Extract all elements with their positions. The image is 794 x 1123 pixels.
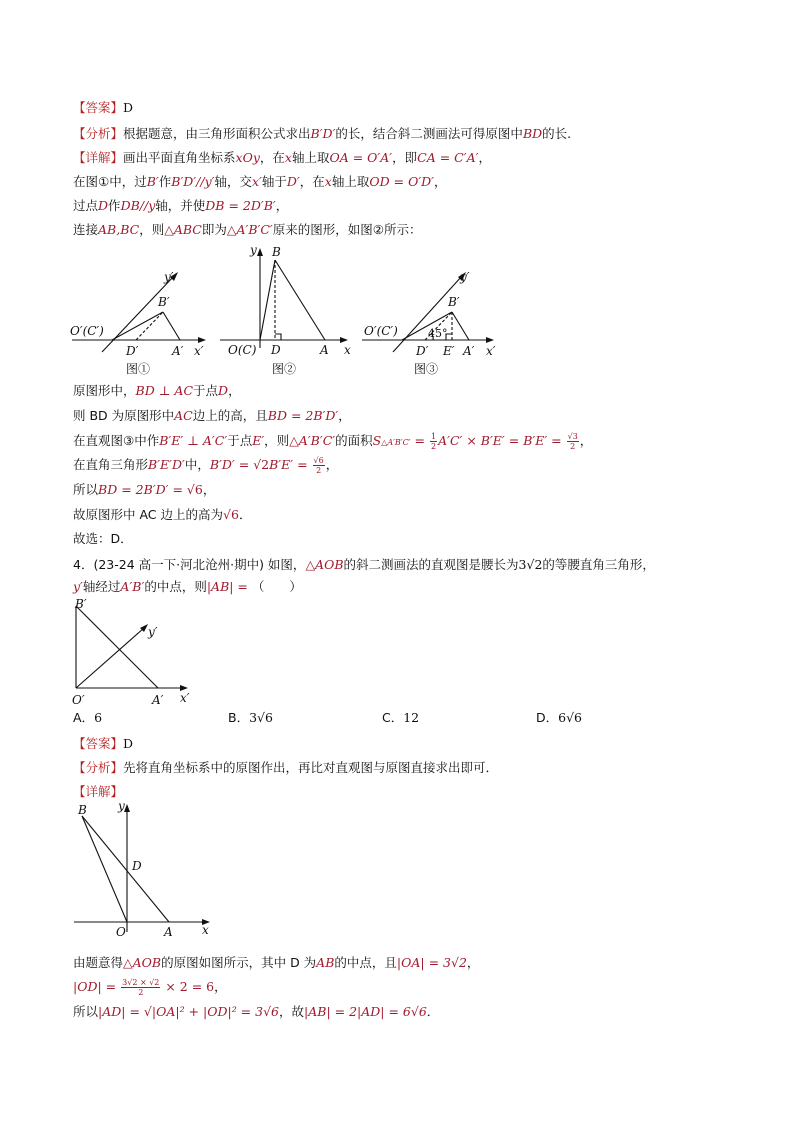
text: ， — [202, 482, 216, 497]
text: 的面积 — [335, 433, 373, 448]
text: ，在 — [299, 174, 325, 189]
math: |OA| = 3√2 — [396, 955, 467, 970]
math: △AOB — [123, 955, 162, 970]
numerator: 1 — [431, 432, 437, 441]
math: BD ⊥ AC — [135, 383, 194, 398]
side-ba — [452, 312, 469, 340]
math: △ABC — [164, 222, 202, 237]
text: ． — [426, 1004, 440, 1019]
text: 则 BD 为原图形中 — [73, 408, 175, 423]
fig1-label-o: O′(C′) — [70, 324, 104, 338]
text: ， — [338, 408, 351, 423]
q4-answer-line — [73, 736, 133, 752]
text: 轴经过 — [82, 579, 121, 594]
y-axis — [102, 276, 174, 352]
math: |OD| = — [73, 979, 121, 994]
fig2-label-x: x — [344, 343, 351, 357]
text: 的原图如图所示，其中 D 为 — [161, 955, 317, 970]
text: 故选：D． — [73, 531, 133, 546]
choice-d — [536, 710, 582, 726]
text: 过点 — [73, 198, 99, 213]
text: 在直角三角形 — [73, 457, 149, 472]
side-bo — [82, 816, 127, 922]
text: 轴于 — [261, 174, 287, 189]
text: 作 — [108, 198, 121, 213]
fig2-label-b: B — [272, 245, 281, 259]
fig3-label-o: O′(C′) — [364, 324, 398, 338]
math: AC — [174, 408, 193, 423]
figure-2 — [220, 248, 348, 348]
q3-reason-line-5 — [73, 482, 215, 498]
math: B′D′//y′ — [171, 174, 215, 189]
math: BD = 2B′D′ — [267, 408, 339, 423]
math: BD = 2B′D′ = — [98, 482, 187, 497]
q3-reason-line-4 — [73, 456, 338, 475]
fig-label-x: x — [202, 923, 209, 937]
side-cb — [112, 312, 163, 340]
math: |AB| = — [206, 579, 252, 594]
fig3-caption: 图③ — [414, 362, 439, 376]
choice-b — [228, 710, 273, 726]
fig1-label-y: y′ — [164, 270, 174, 284]
text: ，则 — [139, 222, 165, 237]
side-cb — [260, 260, 275, 340]
text: 中， — [184, 457, 210, 472]
text: （ ） — [251, 579, 302, 594]
x-arrow-icon — [486, 337, 494, 343]
q4-analysis-line — [73, 760, 498, 776]
text: 原图形中， — [73, 383, 136, 398]
math: x — [324, 174, 332, 189]
math-subscript: △A′B′C′ — [381, 438, 411, 447]
fig3-label-d: D′ — [416, 344, 429, 358]
math: x′ — [252, 174, 262, 189]
text: 于点 — [193, 383, 219, 398]
side-ba — [275, 260, 325, 340]
math: 3√2 — [518, 557, 543, 572]
q4-explain-line-3 — [73, 1004, 439, 1020]
fraction — [430, 432, 437, 451]
q3-detail-line-1 — [73, 150, 491, 166]
text: 轴，交 — [214, 174, 252, 189]
math: △AOB — [305, 557, 344, 572]
y-axis — [76, 628, 144, 688]
detail-tag: 【详解】 — [73, 784, 124, 799]
fig3-label-y: y′ — [460, 270, 470, 284]
fig1-label-a: A′ — [172, 344, 184, 358]
side-ba — [163, 312, 180, 340]
q3-reason-line-6 — [73, 507, 251, 523]
fig-label-b: B′ — [75, 597, 87, 611]
text: 由题意得 — [73, 955, 124, 970]
text: 的中点，则 — [144, 579, 207, 594]
fig2-label-o: O(C) — [228, 343, 257, 357]
fraction — [567, 432, 579, 451]
fraction — [313, 456, 325, 475]
fig1-caption: 图① — [126, 362, 151, 376]
fig-label-y: y′ — [148, 625, 158, 639]
q4-explain-line-1 — [73, 955, 479, 971]
math: D — [218, 383, 229, 398]
math: |AB| = 2|AD| = 6√6 — [304, 1004, 427, 1019]
choice-value: 6√6 — [558, 710, 583, 725]
text: ，即 — [392, 150, 418, 165]
math: xOy — [235, 150, 260, 165]
math: D′ — [286, 174, 300, 189]
text: 在图①中，过 — [73, 174, 147, 189]
text: ． — [238, 507, 252, 522]
text: 作 — [158, 174, 172, 189]
math: OD = O′D′ — [369, 174, 435, 189]
math: AB,BC — [98, 222, 140, 237]
figure-1 — [72, 272, 206, 352]
numerator: √6 — [313, 456, 324, 465]
text: 所以 — [73, 1004, 99, 1019]
math: |AD| = √|OA|² + |OD|² = 3√6 — [98, 1004, 279, 1019]
denominator: 2 — [316, 466, 322, 475]
fig2-label-y: y — [250, 243, 257, 257]
math: DB = 2D′B′ — [205, 198, 276, 213]
text: 先将直角坐标系中的原图作出，再比对直观图与原图直接求出即可． — [123, 760, 499, 775]
text: 的斜二测画法的直观图是腰长为 — [343, 557, 519, 572]
math: B′ — [146, 174, 159, 189]
denominator: 2 — [570, 442, 576, 451]
numerator: √3 — [567, 432, 578, 441]
math: √2 — [253, 457, 270, 472]
choice-letter: A． — [73, 710, 95, 725]
text: 在直观图③中作 — [73, 433, 160, 448]
q4-original-figure — [66, 798, 216, 944]
text: ， — [478, 150, 491, 165]
fig2-caption: 图② — [272, 362, 297, 376]
text: 连接 — [73, 222, 99, 237]
math: CA = C′A′ — [417, 150, 479, 165]
text: 于点 — [227, 433, 253, 448]
analysis-tag: 【分析】 — [73, 126, 124, 141]
y-arrow-icon — [257, 248, 263, 256]
q4-stem-line-1 — [73, 557, 655, 573]
choice-letter: C． — [382, 710, 404, 725]
fig2-label-a: A — [320, 343, 329, 357]
text: ， — [228, 383, 241, 398]
text: 所以 — [73, 482, 99, 497]
x-arrow-icon — [198, 337, 206, 343]
choice-letter: B． — [228, 710, 250, 725]
text: 即为 — [201, 222, 227, 237]
text: ，故 — [279, 1004, 305, 1019]
choice-value: 6 — [94, 710, 103, 725]
text: 的长，结合斜二测画法可得原图中 — [335, 126, 523, 141]
text: ，在 — [259, 150, 285, 165]
text: 轴上取 — [331, 174, 370, 189]
q3-choose-line — [73, 531, 133, 547]
math: B′D′ — [310, 126, 336, 141]
fig3-label-a: A′ — [463, 344, 475, 358]
q4-figure — [66, 596, 206, 708]
fraction — [121, 978, 160, 997]
q3-answer-line — [73, 100, 133, 116]
choice-c — [382, 710, 419, 726]
text: 原来的图形，如图②所示： — [272, 222, 422, 237]
math: BD — [522, 126, 543, 141]
text: 的等腰直角三角形， — [542, 557, 655, 572]
math: △A′B′C′ — [226, 222, 273, 237]
side-ba — [76, 606, 158, 688]
fig3-label-b: B′ — [448, 295, 460, 309]
fig-label-a: A — [164, 925, 173, 939]
right-angle-mark — [275, 334, 281, 340]
choice-value: 12 — [403, 710, 420, 725]
fig3-label-e: E′ — [443, 344, 455, 358]
q3-figures — [60, 240, 520, 380]
numerator: 3√2 × √2 — [122, 978, 160, 987]
math: B′D′ = — [209, 457, 254, 472]
side-ba — [82, 816, 169, 922]
math: B′E′D′ — [148, 457, 185, 472]
y-arrow-icon — [124, 804, 130, 812]
text: 根据题意，由三角形面积公式求出 — [123, 126, 311, 141]
text: ， — [214, 979, 227, 994]
math: AB — [316, 955, 335, 970]
math: A′C′ × B′E′ = B′E′ = — [438, 433, 566, 448]
fig3-label-x: x′ — [486, 344, 496, 358]
answer-tag: 【答案】 — [73, 100, 124, 115]
text: 的中点，且 — [334, 955, 397, 970]
q4-explain-line-2 — [73, 978, 227, 997]
fig1-label-x: x′ — [194, 344, 204, 358]
text: ， — [579, 433, 593, 448]
dashed-bd — [136, 312, 163, 340]
text: 4．(23-24 高一下·河北沧州·期中) 如图， — [73, 557, 306, 572]
choice-letter: D． — [536, 710, 559, 725]
math: y′ — [73, 579, 83, 594]
answer-value: D — [123, 100, 134, 115]
math: S — [372, 433, 382, 448]
fig-label-o: O′ — [72, 693, 85, 707]
math: = — [410, 433, 429, 448]
fig-label-b: B — [78, 803, 87, 817]
text: ， — [275, 198, 289, 213]
math: √6 — [223, 507, 239, 522]
fig-label-x: x′ — [180, 691, 190, 705]
math: OA = O′A′ — [329, 150, 393, 165]
math: B′E′ ⊥ A′C′ — [159, 433, 228, 448]
text: 轴，并使 — [155, 198, 206, 213]
denominator: 2 — [138, 988, 144, 997]
fig-label-a: A′ — [152, 693, 164, 707]
text: 画出平面直角坐标系 — [123, 150, 236, 165]
figure-3 — [362, 272, 494, 352]
denominator: 2 — [431, 442, 437, 451]
text: 轴上取 — [291, 150, 330, 165]
choice-a — [73, 710, 102, 726]
q4-stem-line-2 — [73, 579, 302, 595]
text: ，则 — [264, 433, 290, 448]
q3-detail-line-4 — [73, 222, 421, 238]
q3-reason-line-3 — [73, 432, 592, 451]
fig-label-o: O — [116, 925, 126, 939]
text: 边上的高，且 — [192, 408, 268, 423]
math: A′B′ — [120, 579, 145, 594]
q3-reason-line-2 — [73, 408, 351, 424]
fig1-label-b: B′ — [158, 295, 170, 309]
fig1-label-d: D′ — [126, 344, 139, 358]
detail-tag: 【详解】 — [73, 150, 124, 165]
text: 的长. — [542, 126, 572, 141]
fig2-label-d: D — [271, 343, 281, 357]
q3-detail-line-3 — [73, 198, 288, 214]
q3-detail-line-2 — [73, 174, 447, 190]
math: x — [284, 150, 292, 165]
q3-analysis-line — [73, 126, 571, 142]
math: E′ — [252, 433, 265, 448]
math: D — [98, 198, 109, 213]
math: × 2 = 6 — [161, 979, 215, 994]
analysis-tag: 【分析】 — [73, 760, 124, 775]
text: ， — [434, 174, 447, 189]
fig-label-d: D — [132, 859, 142, 873]
text: ， — [466, 955, 480, 970]
choice-value: 3√6 — [249, 710, 273, 725]
answer-value: D — [123, 736, 134, 751]
answer-tag: 【答案】 — [73, 736, 124, 751]
math: B′E′ = — [269, 457, 312, 472]
math: △A′B′C′ — [289, 433, 336, 448]
q3-reason-line-1 — [73, 383, 241, 399]
math: √6 — [186, 482, 203, 497]
math: DB//y — [120, 198, 156, 213]
text: 故原图形中 AC 边上的高为 — [73, 507, 224, 522]
fig-label-y: y — [118, 799, 125, 813]
text: ， — [325, 457, 339, 472]
fig3-label-angle: 45° — [428, 327, 448, 340]
